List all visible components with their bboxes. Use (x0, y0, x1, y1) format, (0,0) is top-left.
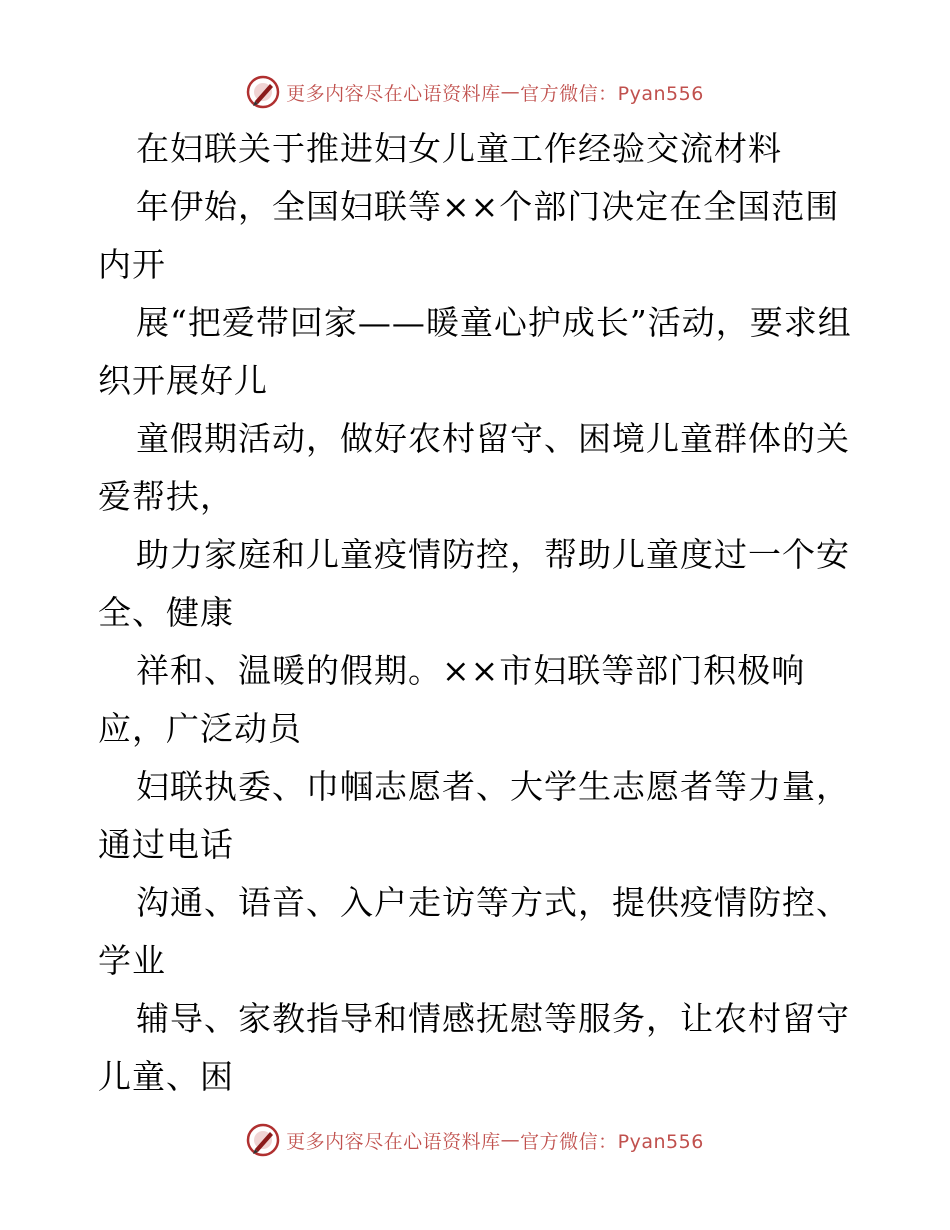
paragraph-3: 童假期活动，做好农村留守、困境儿童群体的关爱帮扶， (98, 419, 850, 516)
document-title: 在妇联关于推进妇女儿童工作经验交流材料 (136, 129, 782, 168)
pen-logo-icon (246, 1123, 280, 1157)
paragraph-4: 助力家庭和儿童疫情防控，帮助儿童度过一个安全、健康 (98, 535, 850, 632)
footer-wechat: 官方微信：Pyan556 (520, 1130, 704, 1153)
paragraph-7: 沟通、语音、入户走访等方式，提供疫情防控、学业 (98, 883, 850, 980)
paragraph-8: 辅导、家教指导和情感抚慰等服务，让农村留守儿童、困 (98, 999, 850, 1096)
footer-separator: — (500, 1129, 521, 1151)
paragraph-1: 年伊始，全国妇联等××个部门决定在全国范围内开 (98, 187, 840, 284)
header-separator: — (500, 81, 521, 103)
paragraph-5: 祥和、温暖的假期。××市妇联等部门积极响应，广泛动员 (98, 651, 806, 748)
pen-logo-icon (246, 75, 280, 109)
header-text: 更多内容尽在心语资料库 (286, 82, 501, 105)
paragraph-6: 妇联执委、巾帼志愿者、大学生志愿者等力量，通过电话 (98, 767, 850, 864)
header-wechat: 官方微信：Pyan556 (520, 82, 704, 105)
paragraph-2: 展“把爱带回家——暖童心护成长”活动，要求组织开展好儿 (98, 303, 852, 400)
document-body (98, 120, 858, 1106)
footer-text: 更多内容尽在心语资料库 (286, 1130, 501, 1153)
footer-banner (0, 1120, 950, 1160)
header-banner (0, 72, 950, 112)
